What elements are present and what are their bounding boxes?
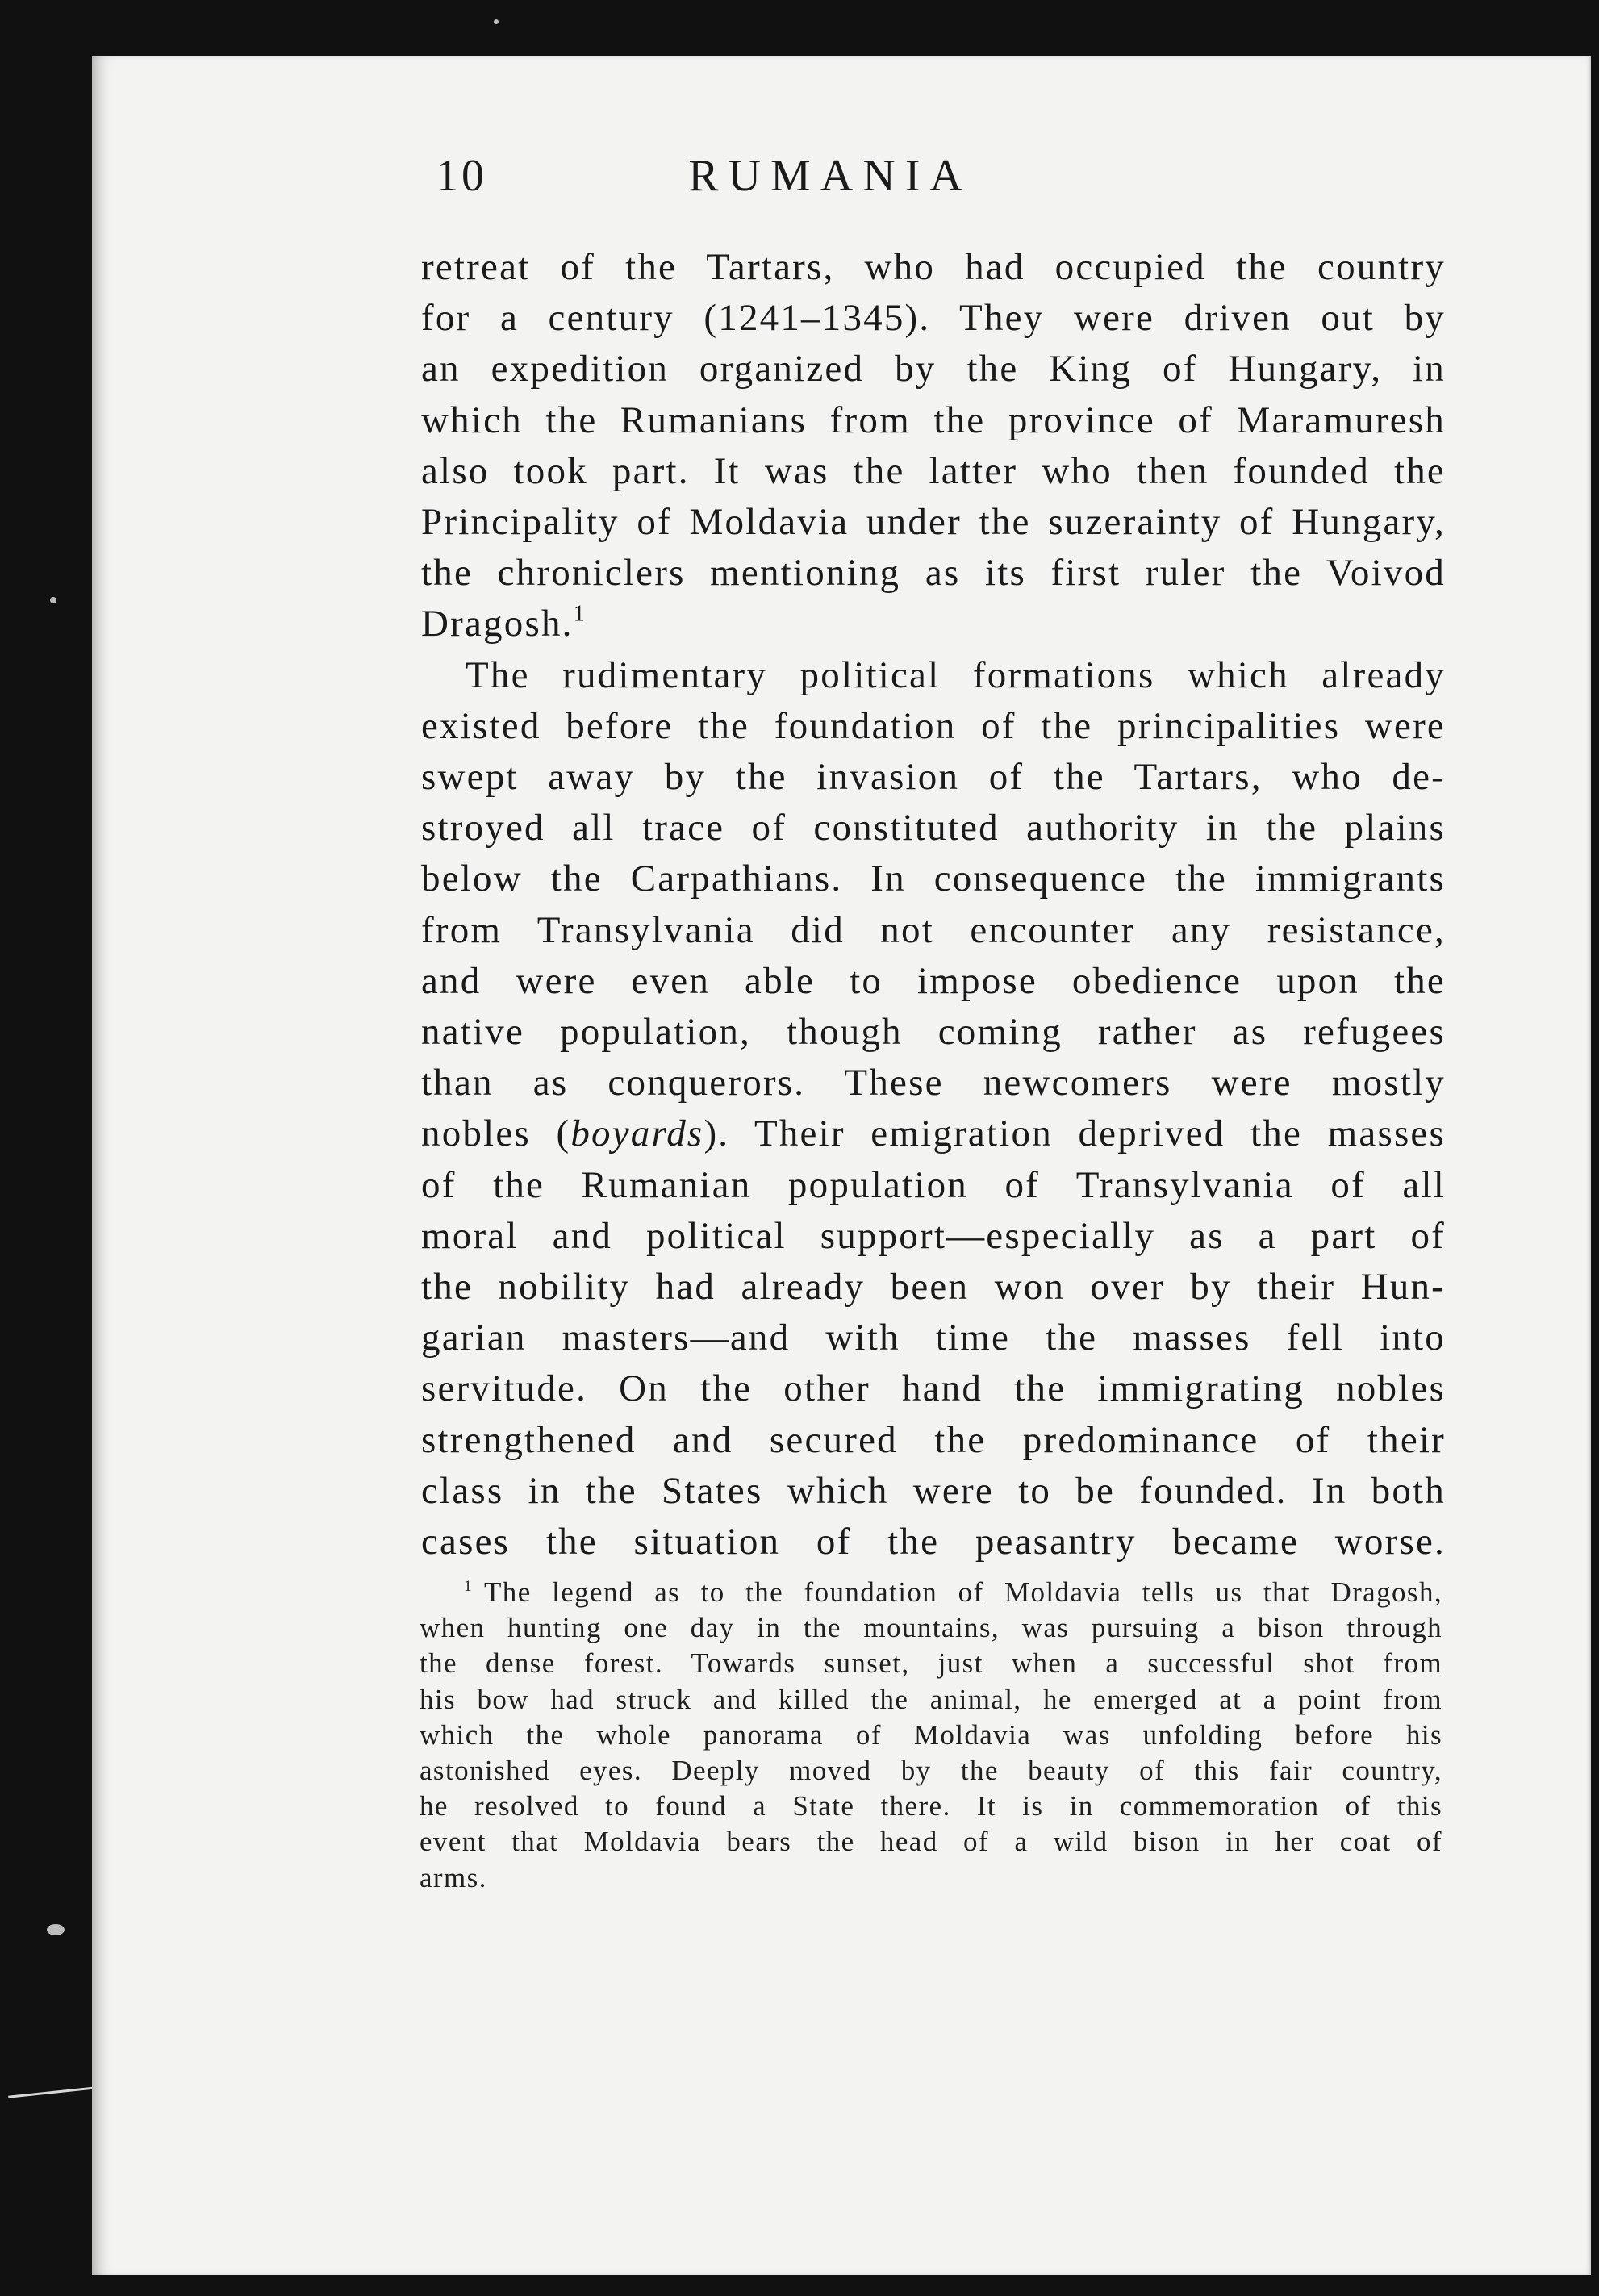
scan-speck xyxy=(494,19,499,24)
footnote-reference[interactable]: 1 xyxy=(573,602,587,628)
text-line: for a century (1241–1345). They were driven out by xyxy=(421,297,1446,340)
text-line: the chroniclers mentioning as its first ruler the Voivod xyxy=(421,552,1446,595)
footnote xyxy=(420,1575,1442,1896)
text-line: strengthened and secured the predominance of their xyxy=(421,1418,1446,1461)
text-line: than as conquerors. These newcomers were mostly xyxy=(421,1062,1446,1104)
footnote-mark: 1 xyxy=(464,1577,474,1595)
text-line: the nobility had already been won over by their Hun- xyxy=(421,1266,1446,1309)
text-fragment: Dragosh. xyxy=(421,603,574,645)
page-header xyxy=(339,121,1451,201)
italic-term: boyards xyxy=(570,1113,704,1155)
scan-speck xyxy=(50,597,56,603)
text-line: retreat of the Tartars, who had occupied the country xyxy=(421,246,1446,288)
footnote-line: he resolved to found a State there. It is in commemoration of this xyxy=(420,1790,1442,1822)
text-line: cases the situation of the peasantry became worse. xyxy=(421,1521,1446,1563)
text-line: an expedition organized by the King of Hungary, in xyxy=(421,348,1446,390)
text-line: moral and political support—especially as a part of xyxy=(421,1214,1446,1257)
text-line: servitude. On the other hand the immigrating nobles xyxy=(421,1367,1446,1410)
text-line: Principality of Moldavia under the suzerainty of Hungary, xyxy=(421,501,1446,544)
text-line: existed before the foundation of the principalities were xyxy=(421,704,1446,747)
page-number: 10 xyxy=(436,151,487,201)
text-line: which the Rumanians from the province of Maramuresh xyxy=(421,399,1446,441)
text-line: and were even able to impose obedience upon the xyxy=(421,959,1446,1002)
text-line: native population, though coming rather as refugees xyxy=(421,1011,1446,1054)
text-line: of the Rumanian population of Transylvania of all xyxy=(421,1163,1446,1206)
paragraph xyxy=(421,242,1446,650)
text-line xyxy=(421,599,1446,649)
text-line xyxy=(421,1108,1446,1159)
scan-speck xyxy=(47,1924,65,1935)
running-title: RUMANIA xyxy=(688,151,972,201)
footnote-line xyxy=(420,1575,1442,1610)
footnote-line: astonished eyes. Deeply moved by the beauty of this fair country, xyxy=(420,1755,1442,1787)
text-line: below the Carpathians. In consequence the immigrants xyxy=(421,858,1446,900)
scan-edge-mark xyxy=(8,2086,97,2098)
text-line: swept away by the invasion of the Tartars, who de- xyxy=(421,756,1446,799)
paragraph xyxy=(421,650,1446,1568)
text-fragment: The legend as to the foundation of Moldavia tells us that Dragosh, xyxy=(484,1576,1442,1608)
text-line: class in the States which were to be founded. In both xyxy=(421,1469,1446,1512)
text-line: stroyed all trace of constituted authority in the plains xyxy=(421,807,1446,850)
text-fragment: nobles ( xyxy=(421,1113,571,1155)
footnote-line: event that Moldavia bears the head of a wild bison in her coat of xyxy=(420,1826,1442,1858)
text-line: also took part. It was the latter who then founded the xyxy=(421,449,1446,492)
footnote-line: arms. xyxy=(420,1861,487,1893)
text-fragment: ). Their emigration deprived the masses xyxy=(703,1113,1446,1155)
text-line: The rudimentary political formations which already xyxy=(466,653,1446,696)
footnote-line: his bow had struck and killed the animal, he emerged at a point from xyxy=(420,1683,1442,1715)
body-text xyxy=(421,242,1446,1568)
footnote-line: when hunting one day in the mountains, was pursuing a bison through xyxy=(420,1612,1442,1644)
text-line: from Transylvania did not encounter any resistance, xyxy=(421,908,1446,951)
footnote-line: which the whole panorama of Moldavia was unfolding before his xyxy=(420,1718,1442,1751)
footnote-line: the dense forest. Towards sunset, just when a successful shot from xyxy=(420,1647,1442,1680)
text-line: garian masters—and with time the masses fell into xyxy=(421,1317,1446,1359)
